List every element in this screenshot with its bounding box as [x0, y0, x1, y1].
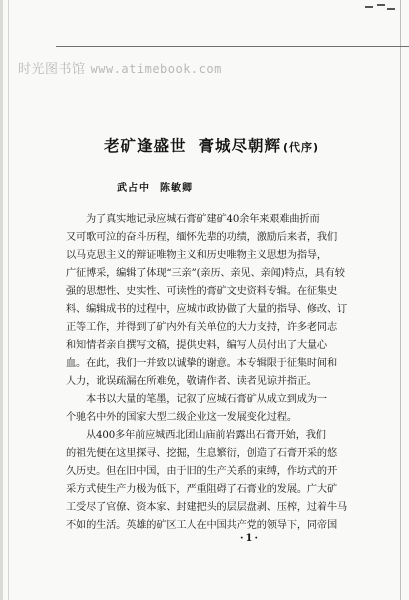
text-line: 广征博采，编辑了体现“三亲”(亲历、亲见、亲闻)特点，具有较: [66, 268, 345, 279]
text-line: 人力，讹误疏漏在所难免，敬请作者、读者见谅并指正。: [66, 376, 317, 387]
text-line: 料、编辑成书的过程中，应城市政协做了大量的指导、修改、订: [66, 304, 348, 315]
text-line: 工受尽了官僚、资本家、封建把头的层层盘剥、压榨，过着牛马: [66, 502, 348, 513]
text-line: 采方式使生产力极为低下，严重阻碍了石膏业的发展。广大矿: [66, 484, 338, 495]
text-line: 强的思想性、史实性、可读性的膏矿文史资料专辑。在征集史: [66, 286, 338, 297]
watermark-url: www.atimebook.com: [90, 62, 222, 76]
title-part-1: 老矿逢盛世: [104, 137, 187, 155]
title-note: (代序): [283, 141, 320, 154]
watermark: [18, 58, 222, 77]
watermark-cn: 时光图书馆: [18, 62, 86, 77]
author-1: 武占中: [117, 183, 150, 194]
text-line: 以马克思主义的辩证唯物主义和历史唯物主义思想为指导，: [66, 250, 327, 261]
paragraph-3: [66, 427, 372, 535]
paragraph-2: [66, 391, 372, 427]
page-title: [104, 134, 319, 156]
left-page-edge: [8, 0, 9, 600]
paragraph-1: [66, 211, 372, 391]
text-line: 为了真实地记录应城石膏矿建矿40余年来艰难曲折而: [86, 214, 320, 225]
page-edge-shadow: [0, 0, 3, 600]
title-part-2: 膏城尽朝辉: [198, 137, 282, 155]
text-line: 的祖先便在这里探寻、挖掘，生息繁衍，创造了石膏开采的悠: [66, 448, 338, 459]
author-2: 陈敏卿: [160, 183, 193, 194]
author-line: [117, 179, 193, 194]
text-line: 又可歌可泣的奋斗历程，缅怀先辈的功绩，激励后来者，我们: [66, 232, 338, 243]
text-line: 血。在此，我们一并致以诚挚的谢意。本专辑限于征集时间和: [66, 358, 338, 369]
text-line: 正等工作，并得到了矿内外有关单位的大力支持，许多老同志: [66, 322, 338, 333]
text-line: 个驰名中外的国家大型二级企业这一发展变化过程。: [66, 412, 297, 423]
body-text: [66, 211, 372, 535]
right-page-edge: [400, 0, 401, 600]
top-scan-rule: [56, 46, 409, 47]
text-line: 久历史。但在旧中国，由于旧的生产关系的束缚，作坊式的开: [66, 466, 338, 477]
text-line: 从400多年前应城西北团山庙前岩露出石膏开始，我们: [86, 430, 326, 441]
text-line: 不如的生活。英雄的矿区工人在中国共产党的领导下，同帝国: [66, 520, 338, 531]
text-line: 本书以大量的笔墨，记叙了应城石膏矿从成立到成为一: [86, 394, 327, 405]
corner-scan-marks: [365, 2, 395, 12]
page-number: ·1·: [240, 533, 260, 544]
text-line: 和知情者亲自撰写文稿，提供史料，编写人员付出了大量心: [66, 340, 327, 351]
